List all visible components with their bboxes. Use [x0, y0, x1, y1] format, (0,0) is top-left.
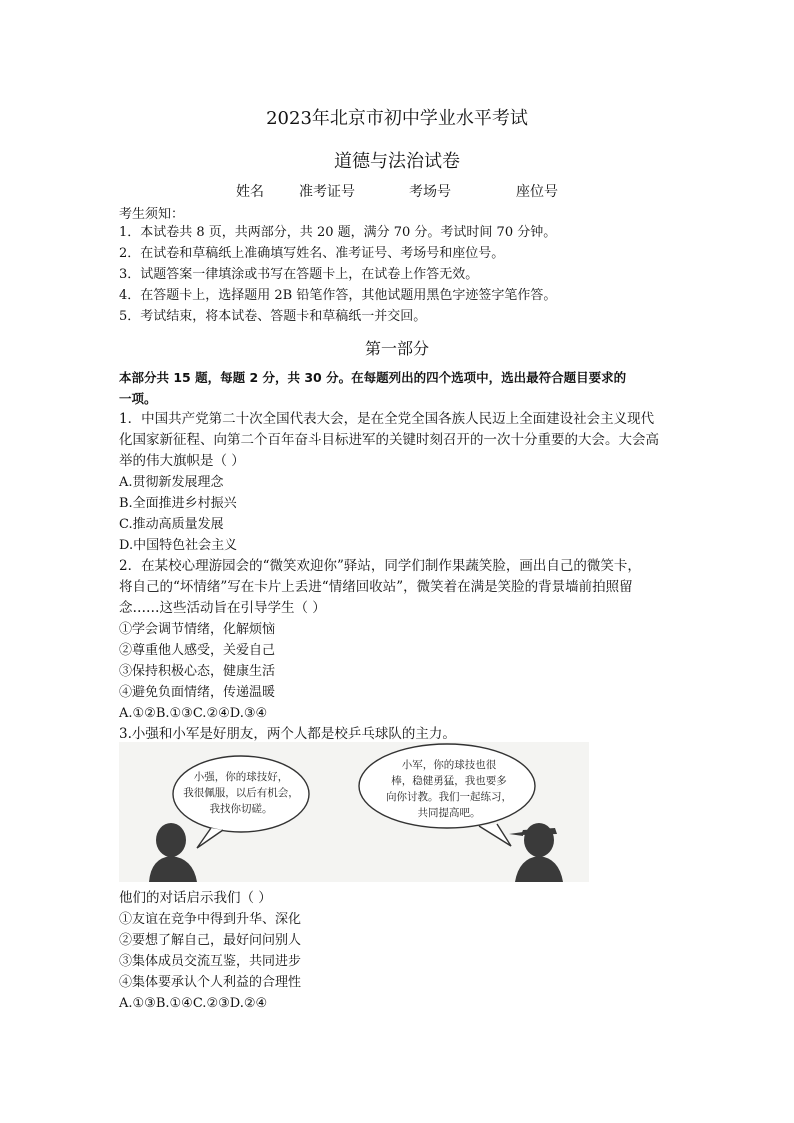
exam-subtitle: 道德与法治试卷	[334, 151, 460, 172]
notice-item: 2．在试卷和草稿纸上准确填写姓名、准考证号、考场号和座位号。	[119, 246, 505, 261]
q2-answers: A.①②B.①③C.②④D.③④	[119, 706, 268, 721]
left-bubble-line: 我很佩服，以后有机会，	[183, 787, 299, 799]
q2-stem: 2．在某校心理游园会的“微笑欢迎你”驿站，同学们制作果蔬笑脸，画出自己的微笑卡，	[119, 558, 641, 574]
field-exam-number: 准考证号	[299, 184, 355, 200]
q2-stem: 念……这些活动旨在引导学生（ ）	[119, 600, 326, 616]
part-instruction: 本部分共 15 题，每题 2 分，共 30 分。在每题列出的四个选项中，选出最符合题目要求的	[119, 370, 627, 385]
q2-stem: 将自己的“坏情绪”写在卡片上丢进“情绪回收站”，微笑着在满是笑脸的背景墙前拍照留	[119, 579, 633, 595]
q3-statement: ③集体成员交流互鉴，共同进步	[119, 954, 302, 969]
q2-statement: ④避免负面情绪，传递温暖	[119, 685, 276, 700]
dialogue-illustration	[119, 742, 589, 882]
q1-option-a: A.贯彻新发展理念	[119, 475, 224, 490]
q1-stem: 举的伟大旗帜是（ ）	[119, 453, 245, 469]
field-name: 姓名	[236, 184, 264, 200]
part-heading: 第一部分	[364, 339, 429, 358]
q2-statement: ③保持积极心态，健康生活	[119, 664, 276, 679]
q1-stem: 1．中国共产党第二十次全国代表大会，是在全党全国各族人民迈上全面建设社会主义现代	[119, 411, 655, 427]
notice-item: 1．本试卷共 8 页，共两部分，共 20 题，满分 70 分。考试时间 70 分钟。	[119, 225, 557, 240]
q1-stem: 化国家新征程、向第二个百年奋斗目标进军的关键时刻召开的一次十分重要的大会。大会高	[119, 432, 659, 448]
notice-item: 4．在答题卡上，选择题用 2B 铅笔作答，其他试题用黑色字迹签字笔作答。	[119, 288, 557, 303]
q3-statement: ②要想了解自己，最好问问别人	[119, 933, 302, 948]
q1-option-d: D.中国特色社会主义	[119, 538, 238, 553]
q3-question: 他们的对话启示我们（ ）	[119, 890, 272, 906]
q1-option-b: B.全面推进乡村振兴	[119, 496, 237, 511]
right-bubble-line: 共同提高吧。	[417, 807, 481, 819]
notice-item: 5．考试结束，将本试卷、答题卡和草稿纸一并交回。	[119, 309, 427, 324]
right-bubble-line: 小军，你的球技也很	[401, 759, 497, 771]
q2-statement: ①学会调节情绪，化解烦恼	[119, 622, 276, 637]
notice-item: 3．试题答案一律填涂或书写在答题卡上，在试卷上作答无效。	[119, 267, 479, 282]
q3-answers: A.①③B.①④C.②③D.②④	[119, 996, 268, 1011]
part-instruction: 一项。	[119, 391, 157, 406]
left-bubble-line: 小强，你的球技好，	[193, 771, 289, 783]
field-seat-number: 座位号	[516, 184, 558, 200]
q1-option-c: C.推动高质量发展	[119, 517, 224, 532]
q3-statement: ①友谊在竞争中得到升华、深化	[119, 912, 302, 927]
q3-statement: ④集体要承认个人利益的合理性	[119, 975, 302, 990]
exam-title: 2023年北京市初中学业水平考试	[266, 108, 528, 129]
field-exam-room: 考场号	[409, 184, 451, 200]
right-bubble-line: 棒，稳健勇猛，我也要多	[391, 775, 507, 787]
left-bubble-line: 我找你切磋。	[209, 803, 273, 815]
right-bubble-line: 向你讨教。我们一起练习，	[386, 791, 512, 803]
notice-heading: 考生须知：	[119, 207, 185, 222]
q2-statement: ②尊重他人感受，关爱自己	[119, 643, 276, 658]
q3-stem: 3.小强和小军是好朋友，两个人都是校乒乓球队的主力。	[119, 726, 456, 742]
